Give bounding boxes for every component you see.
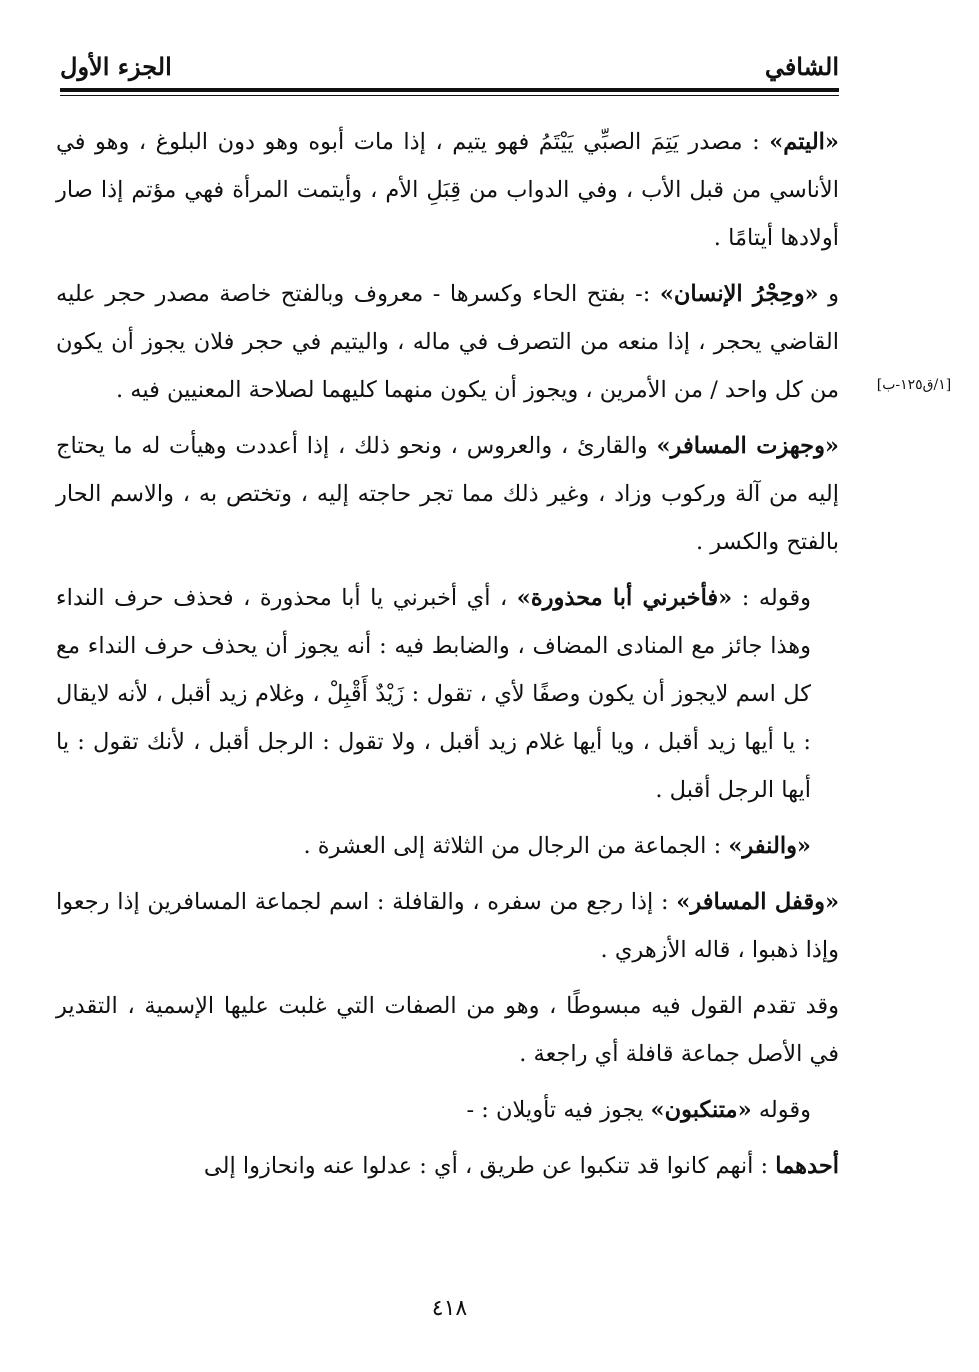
paragraph-mabsut: [56, 982, 839, 1078]
paragraph-text: : مصدر يَتِمَ الصبِّي يَيْتَمُ فهو يتيم ، إذا مات أبوه وهو دون البلوغ ، وهو في الأناسي من قبل الأب ، وفي الدواب من قِبَلِ الأم ، وأيتمت المرأة فهي مؤتم إذا صار أولادها أيتامًا .: [56, 129, 839, 251]
paragraph-text: يجوز فيه تأويلان : -: [466, 1097, 651, 1123]
term: «وقفل المسافر»: [676, 889, 840, 915]
paragraph-mutanakkibun: [56, 1086, 839, 1134]
paragraph-text: ، أي أخبرني يا أبا محذورة ، فحذف حرف النداء وهذا جائز مع المنادى المضاف ، والضابط فيه : أنه يجوز أن يحذف حرف النداء مع كل اسم لايجوز أن يكون وصفًا لأي ، تقول : زَيْدٌ أَقْبِلْ ، وغلام زيد أقبل ، لأنه لايقال : يا أيها زيد أقبل ، ويا أيها غلام زيد أقبل ، ولا تقول : الرجل أقبل ، لأنك تقول : يا أيها الرجل أقبل .: [56, 585, 811, 803]
paragraph-akhbirni: [56, 574, 839, 814]
term: «متنكبون»: [650, 1097, 752, 1123]
term: أحدهما: [775, 1153, 839, 1179]
page-header: [60, 52, 839, 86]
paragraph-hijr: [56, 270, 839, 414]
paragraph-nafar: [56, 822, 839, 870]
book-title: الشافي: [764, 52, 839, 81]
margin-manuscript-reference: [١/ق١٢٥-ب]: [876, 377, 952, 393]
header-rule-thick: [60, 88, 839, 92]
paragraph-qafala: [56, 878, 839, 974]
paragraph-text: وقد تقدم القول فيه مبسوطًا ، وهو من الصفات التي غلبت عليها الإسمية ، التقدير في الأصل جماعة قافلة أي راجعة .: [56, 993, 839, 1067]
paragraph-jahhazt: [56, 422, 839, 566]
main-text: [56, 118, 839, 1198]
header-rule-thin: [60, 95, 839, 96]
paragraph-ahaduhuma: [56, 1142, 839, 1190]
term: «فأخبرني أبا محذورة»: [516, 585, 733, 611]
term: «اليتم»: [769, 129, 839, 155]
paragraph-text: : أنهم كانوا قد تنكبوا عن طريق ، أي : عدلوا عنه وانحازوا إلى: [203, 1153, 776, 1179]
paragraph-text: :- بفتح الحاء وكسرها - معروف وبالفتح خاصة مصدر حجر عليه القاضي يحجر ، إذا منعه من التصرف في ماله ، واليتيم في حجر فلان يجوز أن يكون من كل واحد / من الأمرين ، ويجوز أن يكون منهما كليهما لصلاحة المعنيين فيه .: [56, 281, 839, 403]
term: «وجهزت المسافر»: [656, 433, 839, 459]
paragraph-text: : الجماعة من الرجال من الثلاثة إلى العشرة .: [303, 833, 729, 859]
page-number: ٤١٨: [431, 1296, 468, 1321]
paragraph-yutm: [56, 118, 839, 262]
paragraph-text: : إذا رجع من سفره ، والقافلة : اسم لجماعة المسافرين إذا رجعوا وإذا ذهبوا ، قاله الأزهري .: [56, 889, 839, 963]
volume-label: الجزء الأول: [60, 52, 172, 81]
paragraph-prefix: و: [818, 281, 839, 307]
paragraph-text: والقارئ ، والعروس ، ونحو ذلك ، إذا أعددت وهيأت له ما يحتاج إليه من آلة وركوب وزاد ، وغير ذلك مما تجر حاجته إليه ، وتختص به ، والاسم الحار بالفتح والكسر .: [56, 433, 839, 555]
term: «والنفر»: [728, 833, 811, 859]
paragraph-prefix: وقوله: [751, 1097, 811, 1123]
paragraph-prefix: وقوله :: [732, 585, 811, 611]
term: «وحِجْرُ الإنسان»: [659, 281, 819, 307]
